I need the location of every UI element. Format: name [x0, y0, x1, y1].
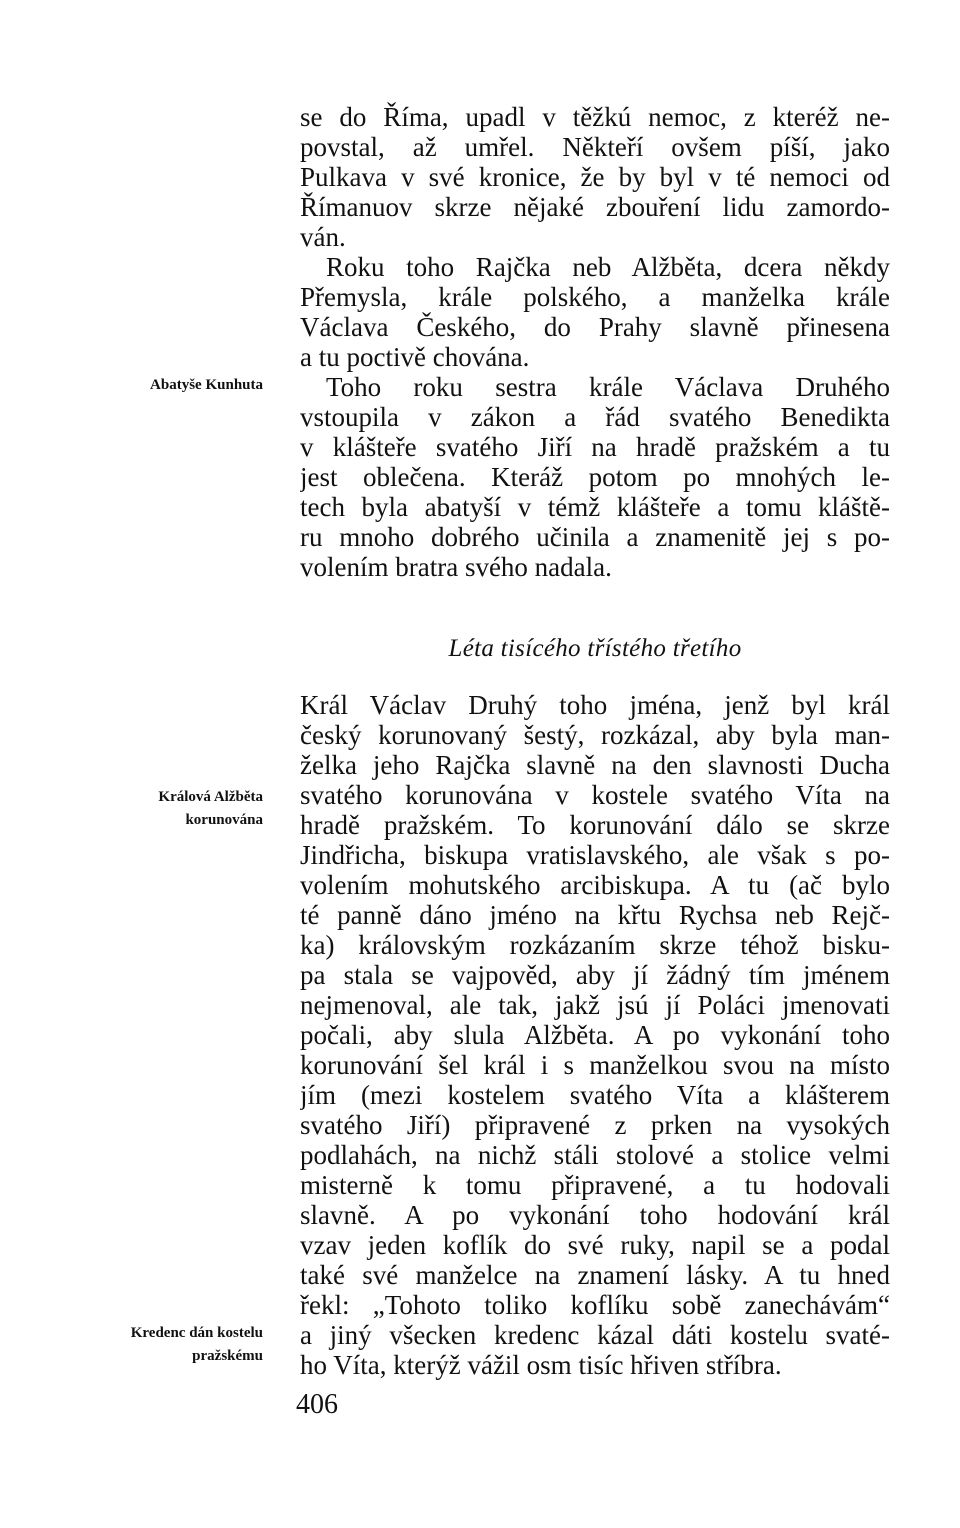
sidenote-line: pražskému	[192, 1348, 263, 1364]
text-line: ván.	[300, 222, 346, 252]
section-heading: Léta tisícého třístého třetího	[448, 635, 742, 662]
sidenote-line: Abatyše Kunhuta	[150, 377, 263, 393]
text-line: řekl: „Tohoto toliko koflíku sobě zanechávám“	[300, 1290, 890, 1320]
paragraph-korunovani	[300, 690, 890, 1380]
text-line: také své manželce na znamení lásky. A tu hned	[300, 1260, 890, 1290]
sidenote-kredenc	[131, 1322, 263, 1368]
text-line: té panně dáno jméno na křtu Rychsa neb Rejč-	[300, 900, 890, 930]
page-number: 406	[296, 1389, 338, 1420]
text-line: v klášteře svatého Jiří na hradě pražském a tu	[300, 432, 890, 462]
text-line: nejmenoval, ale tak, jakž jsú jí Poláci jmenovati	[300, 990, 890, 1020]
text-line: hradě pražském. To korunování dálo se skrze	[300, 810, 890, 840]
text-line: podlahách, na nichž stáli stolové a stolice velmi	[300, 1140, 890, 1170]
paragraph-rajcka	[300, 252, 890, 372]
sidenote-line: Kredenc dán kostelu	[130, 1325, 263, 1341]
text-line: Přemysla, krále polského, a manželka krále	[300, 282, 890, 312]
text-line: se do Říma, upadl v těžkú nemoc, z kteréž ne-	[300, 102, 890, 132]
text-line: Jindřicha, biskupa vratislavského, ale však s po-	[300, 840, 890, 870]
text-line: korunování šel král i s manželkou svou na místo	[300, 1050, 890, 1080]
text-line: pa stala se vajpověd, aby jí žádný tím jménem	[300, 960, 890, 990]
sidenote-line: korunována	[185, 812, 263, 828]
sidenote-line: Králová Alžběta	[158, 789, 263, 805]
text-line: vstoupila v zákon a řád svatého Benedikta	[300, 402, 890, 432]
paragraph-sestra	[300, 372, 890, 582]
text-line: vzav jeden koflík do své ruky, napil se a podal	[300, 1230, 890, 1260]
text-line: povstal, až umřel. Někteří ovšem píší, jako	[300, 132, 890, 162]
paragraph-continuation	[300, 102, 890, 252]
text-line: počali, aby slula Alžběta. A po vykonání toho	[300, 1020, 890, 1050]
text-line: Král Václav Druhý toho jména, jenž byl král	[300, 690, 890, 720]
sidenote-abatyse	[150, 374, 263, 397]
text-line: jest oblečena. Kteráž potom po mnohých le-	[300, 462, 890, 492]
text-line: a jiný všecken kredenc kázal dáti kostelu svaté-	[300, 1320, 890, 1350]
text-line: volením mohutského arcibiskupa. A tu (ač bylo	[300, 870, 890, 900]
text-line: Toho roku sestra krále Václava Druhého	[326, 372, 890, 402]
text-line: svatého korunována v kostele svatého Víta na	[300, 780, 890, 810]
text-line: tech byla abatyší v témž klášteře a tomu kláště-	[300, 492, 890, 522]
text-line: Roku toho Rajčka neb Alžběta, dcera někdy	[326, 252, 890, 282]
text-line: svatého Jiří) připravené z prken na vysokých	[300, 1110, 890, 1140]
sidenote-kralova	[158, 786, 263, 832]
text-line: Římanuov skrze nějaké zbouření lidu zamordo-	[300, 192, 890, 222]
text-line: český korunovaný šestý, rozkázal, aby byla man-	[300, 720, 890, 750]
text-line: volením bratra svého nadala.	[300, 552, 612, 582]
text-line: ru mnoho dobrého učinila a znamenitě jej s po-	[300, 522, 890, 552]
text-line: jím (mezi kostelem svatého Víta a klášterem	[300, 1080, 890, 1110]
text-line: Pulkava v své kronice, že by byl v té nemoci od	[300, 162, 890, 192]
text-line: ka) královským rozkázaním skrze téhož bisku-	[300, 930, 890, 960]
text-line: želka jeho Rajčka slavně na den slavnosti Ducha	[300, 750, 890, 780]
text-line: Václava Českého, do Prahy slavně přinesena	[300, 312, 890, 342]
text-line: slavně. A po vykonání toho hodování král	[300, 1200, 890, 1230]
text-line: misterně k tomu připravené, a tu hodovali	[300, 1170, 890, 1200]
text-line: a tu poctivě chována.	[300, 342, 530, 372]
text-line: ho Víta, kterýž vážil osm tisíc hřiven stříbra.	[300, 1350, 782, 1380]
